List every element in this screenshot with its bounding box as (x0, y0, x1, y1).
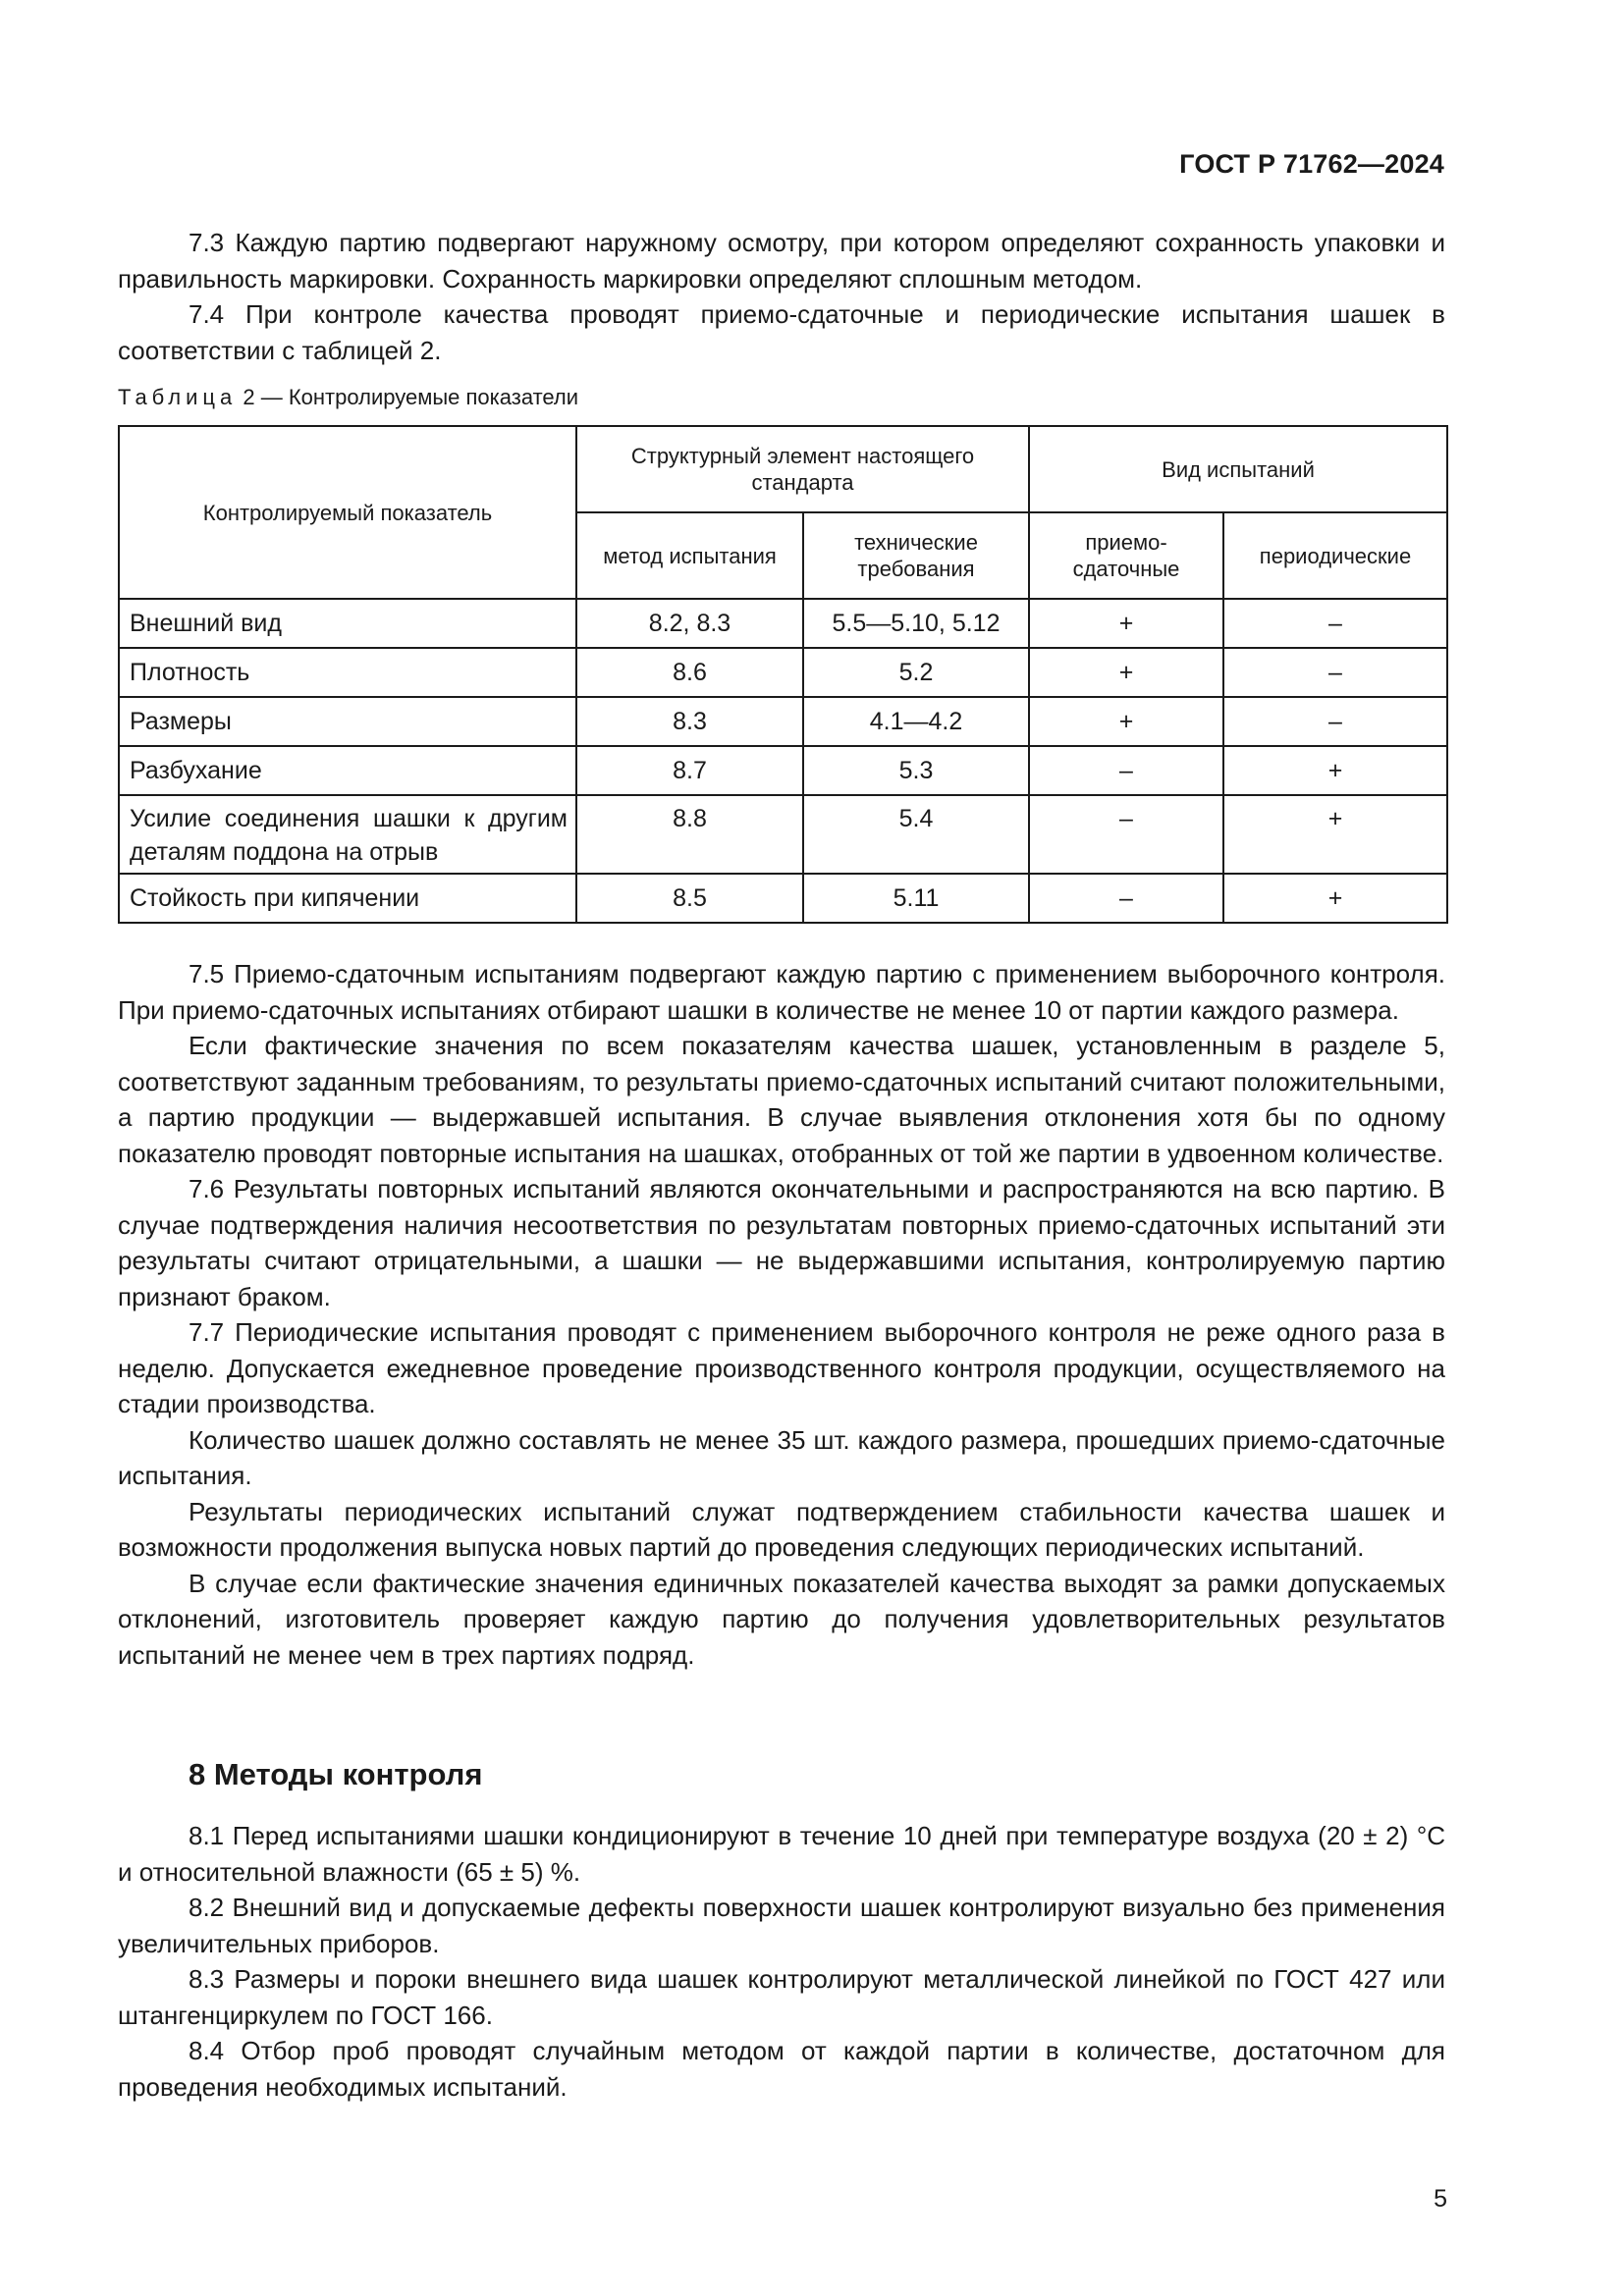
table-header-row-1 (119, 426, 1447, 512)
cell-indicator: Внешний вид (119, 599, 576, 648)
cell-method: 8.2, 8.3 (576, 599, 803, 648)
header-test-method: метод испытания (576, 512, 803, 599)
header-indicator: Контролируемый показатель (119, 426, 576, 599)
cell-requirements: 5.4 (803, 795, 1029, 874)
cell-periodic: + (1223, 746, 1447, 795)
cell-periodic: – (1223, 599, 1447, 648)
cell-requirements: 5.5—5.10, 5.12 (803, 599, 1029, 648)
cell-periodic: – (1223, 697, 1447, 746)
table-row (119, 648, 1447, 697)
cell-method: 8.8 (576, 795, 803, 874)
paragraph-8-4: 8.4 Отбор проб проводят случайным методом от каждой партии в количестве, достаточном для проведения необходимых испытаний. (118, 2036, 1445, 2102)
section-8-paragraphs (118, 1818, 1445, 2105)
cell-method: 8.3 (576, 697, 803, 746)
table-caption (118, 385, 578, 410)
header-acceptance: приемо-сдаточные (1029, 512, 1223, 599)
cell-indicator: Стойкость при кипячении (119, 874, 576, 923)
table-row (119, 599, 1447, 648)
cell-requirements: 5.3 (803, 746, 1029, 795)
paragraph-7-4: 7.4 При контроле качества проводят приемо-сдаточные и периодические испытания шашек в соответствии с таблицей 2. (118, 299, 1445, 365)
cell-acceptance: – (1029, 795, 1223, 874)
section-8-title: 8 Методы контроля (189, 1757, 483, 1791)
paragraph-7-5-continued: Если фактические значения по всем показателям качества шашек, установленным в разделе 5, соответствуют заданным требованиям, то результаты приемо-сдаточных испытаний считают положительными, а партию продукции — выдержавшей испытания. В случае выявления отклонения хотя бы по одному показателю проводят повторные испытания на шашках, отобранных от той же партии в удвоенном количестве. (118, 1031, 1445, 1168)
table-row (119, 874, 1447, 923)
table-caption-text: 2 — Контролируемые показатели (243, 385, 579, 409)
cell-method: 8.6 (576, 648, 803, 697)
cell-method: 8.7 (576, 746, 803, 795)
cell-requirements: 4.1—4.2 (803, 697, 1029, 746)
cell-indicator: Разбухание (119, 746, 576, 795)
cell-periodic: + (1223, 874, 1447, 923)
header-periodic: периодические (1223, 512, 1447, 599)
paragraph-7-5: 7.5 Приемо-сдаточным испытаниям подвергают каждую партию с применением выборочного контроля. При приемо-сдаточных испытаниях отбирают шашки в количестве не менее 10 от партии каждого размера. (118, 959, 1445, 1025)
table-row (119, 697, 1447, 746)
paragraph-7-7-results: Результаты периодических испытаний служат подтверждением стабильности качества шашек и возможности продолжения выпуска новых партий до проведения следующих периодических испытаний. (118, 1496, 1445, 1562)
cell-acceptance: – (1029, 746, 1223, 795)
table-row (119, 795, 1447, 874)
cell-acceptance: + (1029, 697, 1223, 746)
table-row (119, 746, 1447, 795)
cell-periodic: + (1223, 795, 1447, 874)
paragraphs-7-3-7-4 (118, 225, 1445, 368)
paragraph-7-7-quantity: Количество шашек должно составлять не менее 35 шт. каждого размера, прошедших приемо-сдаточные испытания. (118, 1424, 1445, 1490)
paragraph-7-7: 7.7 Периодические испытания проводят с применением выборочного контроля не реже одного раза в неделю. Допускается ежедневное проведение производственного контроля продукции, осуществляемого на стадии производства. (118, 1317, 1445, 1418)
paragraph-7-7-deviations: В случае если фактические значения единичных показателей качества выходят за рамки допускаемых отклонений, изготовитель проверяет каждую партию до получения удовлетворительных результатов испытаний не менее чем в трех партиях подряд. (118, 1568, 1445, 1670)
paragraph-7-3: 7.3 Каждую партию подвергают наружному осмотру, при котором определяют сохранность упаковки и правильность маркировки. Сохранность маркировки определяют сплошным методом. (118, 228, 1445, 294)
paragraph-7-6: 7.6 Результаты повторных испытаний являются окончательными и распространяются на всю партию. В случае подтверждения наличия несоответствия по результатам повторных приемо-сдаточных испытаний эти результаты считают отрицательными, а шашки — не выдержавшими испытания, контролируемую партию признают браком. (118, 1174, 1445, 1311)
cell-periodic: – (1223, 648, 1447, 697)
table-caption-label: Таблица (118, 385, 238, 409)
cell-acceptance: + (1029, 648, 1223, 697)
document-code: ГОСТ Р 71762—2024 (1179, 149, 1444, 179)
cell-requirements: 5.2 (803, 648, 1029, 697)
cell-method: 8.5 (576, 874, 803, 923)
header-structural-element: Структурный элемент настоящего стандарта (576, 426, 1029, 512)
cell-acceptance: – (1029, 874, 1223, 923)
paragraph-8-3: 8.3 Размеры и пороки внешнего вида шашек контролируют металлической линейкой по ГОСТ 427 или штангенциркулем по ГОСТ 166. (118, 1964, 1445, 2030)
paragraph-8-2: 8.2 Внешний вид и допускаемые дефекты поверхности шашек контролируют визуально без применения увеличительных приборов. (118, 1893, 1445, 1958)
cell-acceptance: + (1029, 599, 1223, 648)
header-tech-requirements: технические требования (803, 512, 1029, 599)
cell-indicator: Усилие соединения шашки к другим деталям поддона на отрыв (119, 795, 576, 874)
paragraphs-7-5-7-7 (118, 956, 1445, 1673)
cell-requirements: 5.11 (803, 874, 1029, 923)
header-test-type: Вид испытаний (1029, 426, 1447, 512)
cell-indicator: Плотность (119, 648, 576, 697)
cell-indicator: Размеры (119, 697, 576, 746)
page-number: 5 (1434, 2185, 1447, 2213)
paragraph-8-1: 8.1 Перед испытаниями шашки кондиционируют в течение 10 дней при температуре воздуха (20 ± 2) °С и относительной влажности (65 ± 5) %. (118, 1821, 1445, 1887)
controlled-indicators-table (118, 425, 1448, 924)
